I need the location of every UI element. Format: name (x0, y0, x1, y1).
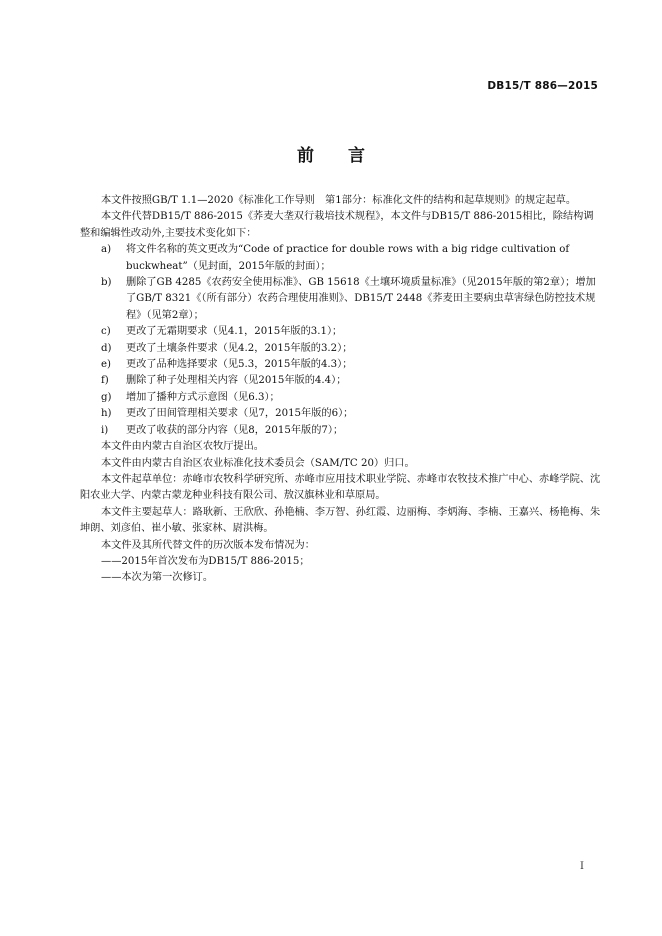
list-item (80, 390, 602, 406)
list-item-label: c) (101, 326, 111, 338)
page-title: 前 言 (297, 146, 365, 166)
list-item (80, 357, 602, 373)
list-item-label: f) (101, 375, 109, 387)
list-item (80, 324, 602, 340)
list-item-label: g) (101, 391, 112, 403)
list-item-text: 删除了种子处理相关内容（见2015年版的4.4）； (126, 375, 347, 387)
change-list (80, 242, 602, 439)
list-item-label: h) (101, 408, 112, 420)
history-item: ——2015年首次发布为DB15/T 886-2015； (101, 555, 310, 567)
drafters-paragraph: 本文件主要起草人：路耿新、王欣欣、孙艳楠、李万智、孙红霞、边丽梅、李炳海、李楠、王嘉兴、杨艳梅、朱坤朗、刘彦伯、崔小敏、张家林、尉洪梅。 (80, 506, 601, 535)
drafting-units-paragraph: 本文件起草单位：赤峰市农牧科学研究所、赤峰市应用技术职业学院、赤峰市农牧技术推广中心、赤峰学院、沈阳农业大学、内蒙古蒙龙种业科技有限公司、敖汉旗林业和草原局。 (80, 473, 601, 502)
list-item-text: 更改了收获的部分内容（见8，2015年版的7）； (126, 424, 344, 436)
history-intro-paragraph: 本文件及其所代替文件的历次版本发布情况为： (101, 539, 315, 551)
list-item-label: d) (101, 342, 112, 354)
list-item-label: e) (101, 359, 112, 371)
list-item-label: a) (101, 244, 112, 256)
document-code: DB15/T 886—2015 (487, 80, 598, 92)
committee-paragraph: 本文件由内蒙古自治区农业标准化技术委员会（SAM/TC 20）归口。 (101, 457, 415, 469)
list-item (80, 275, 602, 324)
list-item-label: b) (101, 277, 112, 289)
list-item-text: 将文件名称的英文更改为“Code of practice for double rows with a big ridge cultivation of buckwheat”（见封面，2015年版的封面）； (126, 244, 570, 272)
list-item (80, 341, 602, 357)
list-item-text: 更改了品种选择要求（见5.3，2015年版的4.3）； (126, 359, 353, 371)
list-item-text: 删除了GB 4285《农药安全使用标准》、GB 15618《土壤环境质量标准》（见2015年版的第2章）；增加了GB/T 8321《（所有部分）农药合理使用准则》、DB15/T 2448《荞麦田主要病虫草害绿色防控技术规程》（见第2章）； (126, 277, 596, 321)
list-item-text: 更改了土壤条件要求（见4.2，2015年版的3.2）； (126, 342, 353, 354)
history-item: ——本次为第一次修订。 (101, 572, 214, 584)
list-item (80, 242, 602, 275)
list-item-text: 更改了无霜期要求（见4.1，2015年版的3.1）； (126, 326, 343, 338)
foreword-body (80, 193, 602, 587)
list-item-text: 增加了播种方式示意图（见6.3）； (126, 391, 280, 403)
list-item (80, 406, 602, 422)
list-item-text: 更改了田间管理相关要求（见7，2015年版的6）； (126, 408, 354, 420)
list-item (80, 373, 602, 389)
list-item-label: i) (101, 424, 109, 436)
page-number: I (580, 861, 584, 872)
intro-paragraph-1: 本文件按照GB/T 1.1—2020《标准化工作导则 第1部分：标准化文件的结构和起草规则》的规定起草。 (101, 195, 577, 206)
intro-paragraph-2: 本文件代替DB15/T 886-2015《荞麦大垄双行栽培技术规程》，本文件与DB15/T 886-2015相比，除结构调整和编辑性改动外,主要技术变化如下： (80, 211, 594, 239)
proposer-paragraph: 本文件由内蒙古自治区农牧厅提出。 (101, 441, 264, 453)
list-item (80, 423, 602, 439)
